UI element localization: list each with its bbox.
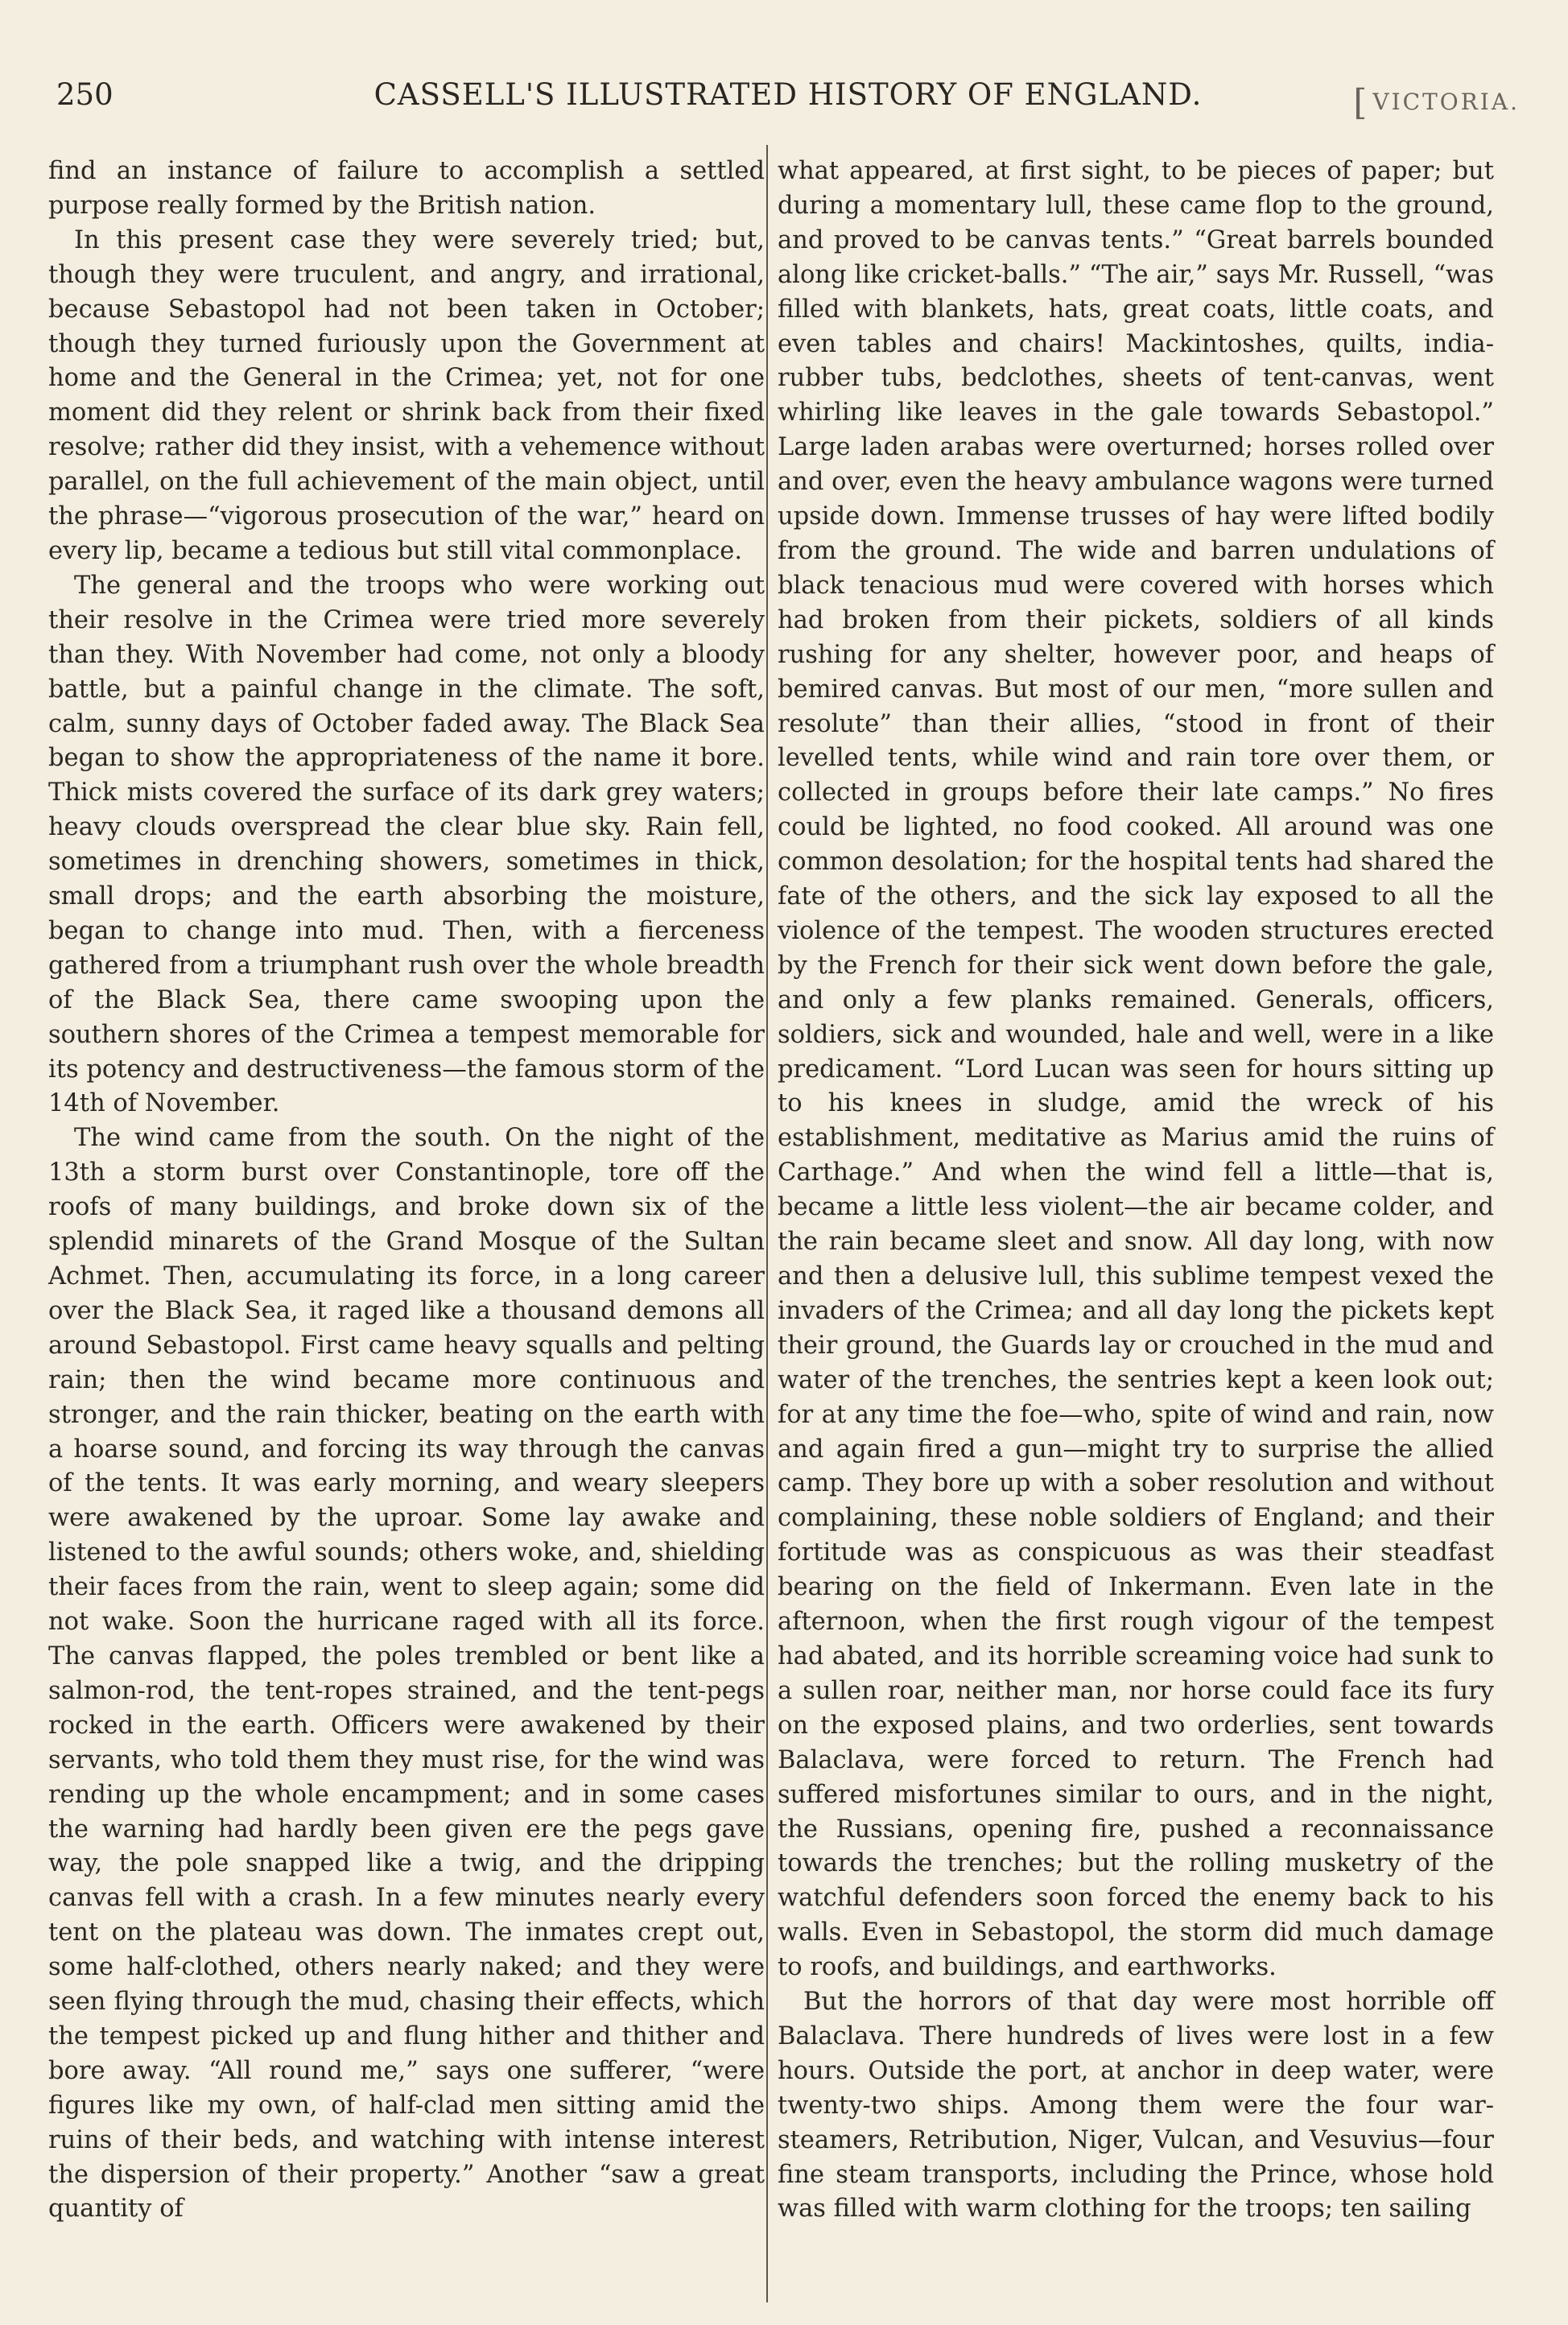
section-text: VICTORIA. [1372,89,1520,115]
paragraph: The wind came from the south. On the night of the 13th a storm burst over Constantinople, tore off the roofs of many buildings, and broke down six of the splendid minarets of the Grand Mosque of the Sultan Achmet. Then, accumulating its force, in a long career over the Black Sea, it raged like a thousand demons all around Sebastopol. First came heavy squalls and pelting rain; then the wind became more continuous and stronger, and the rain thicker, beating on the earth with a hoarse sound, and forcing its way through the canvas of the tents. It was early morning, and weary sleepers were awakened by the uproar. Some lay awake and listened to the awful sounds; others woke, and, shielding their faces from the rain, went to sleep again; some did not wake. Soon the hurricane raged with all its force. The canvas flapped, the poles trembled or bent like a salmon-rod, the tent-ropes strained, and the tent-pegs rocked in the earth. Officers were awakened by their servants, who told them they must rise, for the wind was rending up the whole encampment; and in some cases the warning had hardly been given ere the pegs gave way, the pole snapped like a twig, and the dripping canvas fell with a crash. In a few minutes nearly every tent on the plateau was down. The inmates crept out, some half-clothed, others nearly naked; and they were seen flying through the mud, chasing their effects, which the tempest picked up and flung hither and thither and bore away. “All round me,” says one sufferer, “were figures like my own, of half-clad men sitting amid the ruins of their beds, and watching with intense interest the dispersion of their property.” Another “saw a great quantity of [48,1124,765,2224]
paragraph: what appeared, at first sight, to be pieces of paper; but during a momentary lull, these came flop to the ground, and proved to be canvas tents.” “Great barrels bounded along like cricket-balls.” “The air,” says Mr. Russell, “was filled with blankets, hats, great coats, little coats, and even tables and chairs! Mackintoshes, quilts, india-rubber tubs, bedclothes, sheets of tent-canvas, went whirling like leaves in the gale towards Sebastopol.” Large laden arabas were overturned; horses rolled over and over, even the heavy ambulance wagons were turned upside down. Immense trusses of hay were lifted bodily from the ground. The wide and barren undulations of black tenacious mud were covered with horses which had broken from their pickets, soldiers of all kinds rushing for any shelter, however poor, and heaps of bemired canvas. But most of our men, “more sullen and resolute” than their allies, “stood in front of their levelled tents, while wind and rain tore over them, or collected in groups before their late camps.” No fires could be lighted, no food cooked. All around was one common desolation; for the hospital tents had shared the fate of the others, and the sick lay exposed to all the violence of the tempest. The wooden structures erected by the French for their sick went down before the gale, and only a few planks remained. Generals, officers, soldiers, sick and wounded, hale and well, were in a like predicament. “Lord Lucan was seen for hours sitting up to his knees in sludge, amid the wreck of his establishment, meditative as Marius amid the ruins of Carthage.” And when the wind fell a little—that is, became a little less violent—the air became colder, and the rain became sleet and snow. All day long, with now and then a delusive lull, this sublime tempest vexed the invaders of the Crimea; and all day long the pickets kept their ground, the Guards lay or crouched in the mud and water of the trenches, the sentries kept a keen look out; for at any time the foe—who, spite of wind and rain, now and again fired a gun—might try to surprise the allied camp. They bore up with a sober resolution and without complaining, these noble soldiers of England; and their fortitude was as conspicuous as was their steadfast bearing on the field of Inkermann. Even late in the afternoon, when the first rough vigour of the tempest had abated, and its horrible screaming voice had sunk to a sullen roar, neither man, nor horse could face its fury on the exposed plains, and two orderlies, sent towards Balaclava, were forced to return. The French had suffered misfortunes similar to ours, and in the night, the Russians, opening fire, pushed a reconnaissance towards the trenches; but the rolling musketry of the watchful defenders soon forced the enemy back to his walls. Even in Sebastopol, the storm did much damage to roofs, and buildings, and earthworks. [778,157,1494,1982]
page-header [56,77,1520,126]
paragraph: The general and the troops who were working out their resolve in the Crimea were tried more severely than they. With November had come, not only a bloody battle, but a painful change in the climate. The soft, calm, sunny days of October faded away. The Black Sea began to show the appropriateness of the name it bore. Thick mists covered the surface of its dark grey waters; heavy clouds overspread the clear blue sky. Rain fell, sometimes in drenching showers, sometimes in thick, small drops; and the earth absorbing the moisture, began to change into mud. Then, with a fierceness gathered from a triumphant rush over the whole breadth of the Black Sea, there came swooping upon the southern shores of the Crimea a tempest memorable for its potency and destructiveness—the famous storm of the 14th of November. [48,571,765,1118]
paragraph: In this present case they were severely tried; but, though they were truculent, and angry, and irrational, because Sebastopol had not been taken in October; though they turned furiously upon the Government at home and the General in the Crimea; yet, not for one moment did they relent or shrink back from their fixed resolve; rather did they insist, with a vehemence without parallel, on the full achievement of the main object, until the phrase—“vigorous prosecution of the war,” heard on every lip, became a tedious but still vital commonplace. [48,225,765,565]
right-column [778,155,1494,2227]
column-divider [766,145,768,2302]
page-number: 250 [56,77,113,112]
section-label: [ VICTORIA. [1353,82,1520,123]
paragraph: find an instance of failure to accomplish a settled purpose really formed by the British nation. [48,157,765,220]
running-title: CASSELL'S ILLUSTRATED HISTORY OF ENGLAND. [373,77,1203,112]
paragraph: But the horrors of that day were most horrible off Balaclava. There hundreds of lives were lost in a few hours. Outside the port, at anchor in deep water, were twenty-two ships. Among them were the four war-steamers, Retribution, Niger, Vulcan, and Vesuvius—four fine steam transports, including the Prince, whose hold was filled with warm clothing for the troops; ten sailing [778,1988,1494,2224]
left-column [48,155,765,2227]
